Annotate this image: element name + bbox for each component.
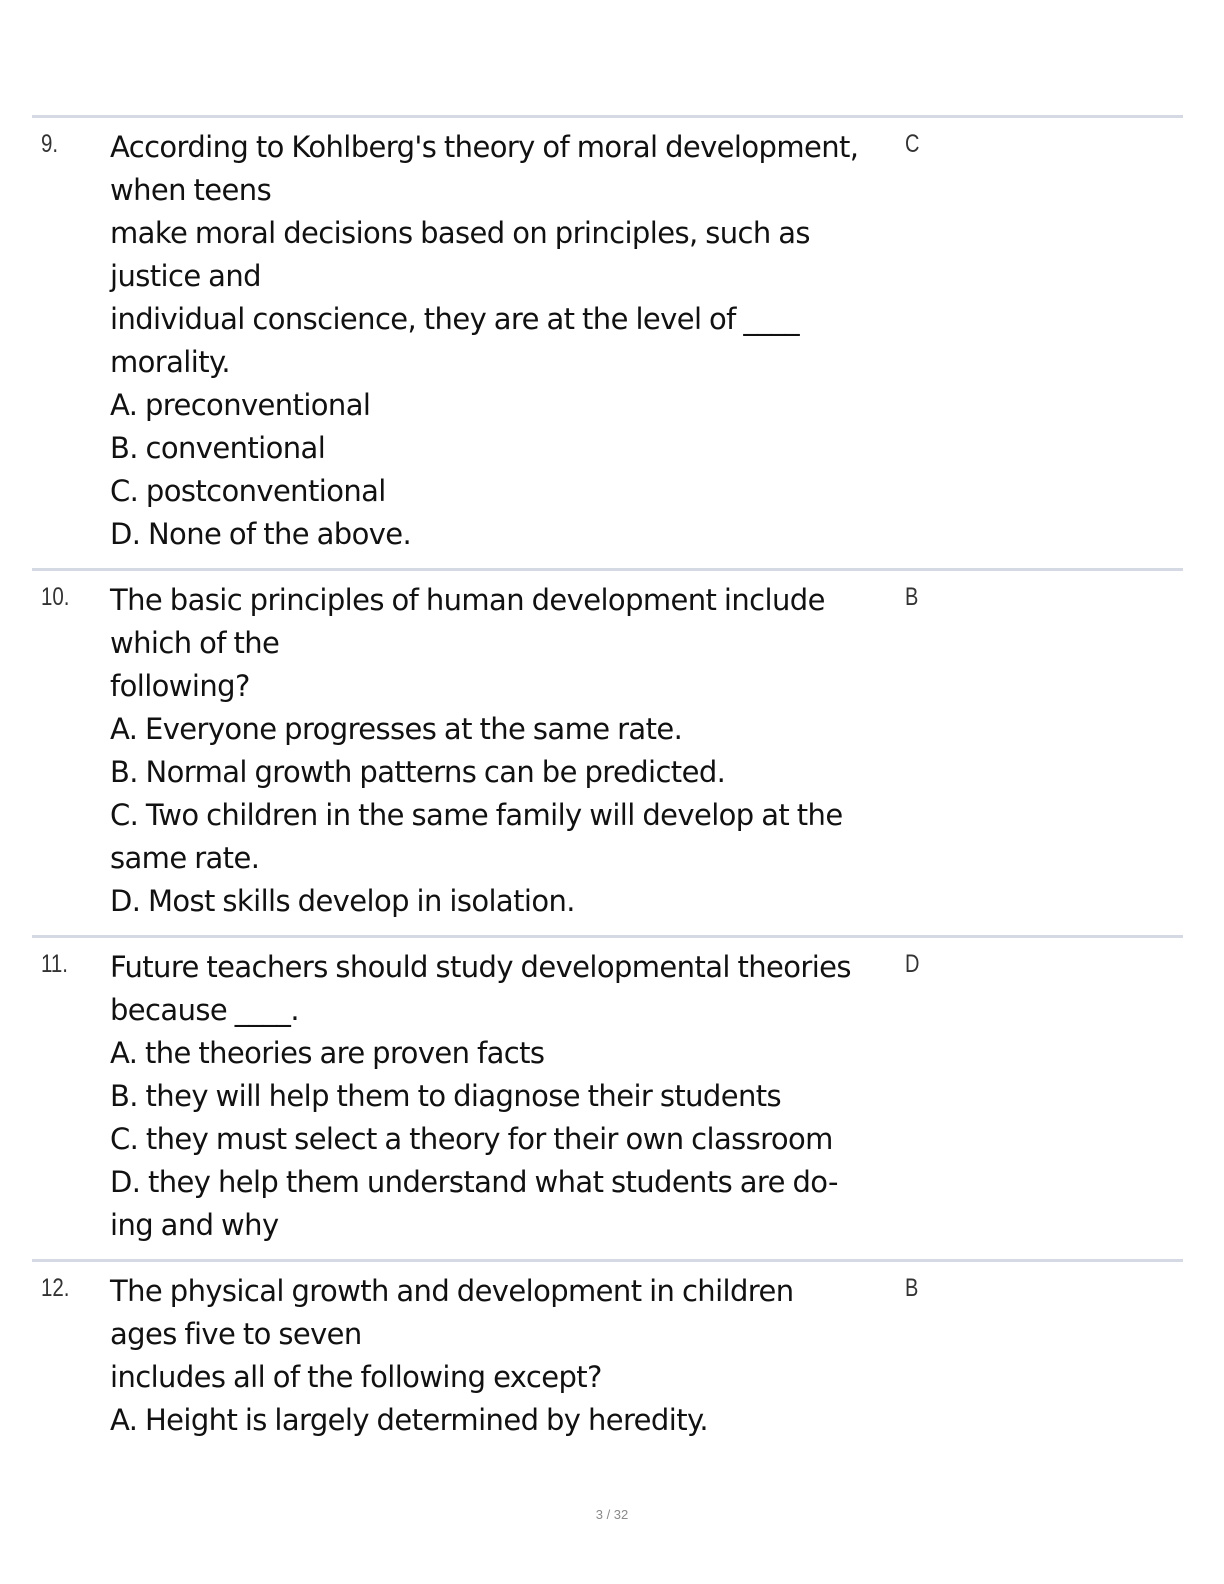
question-line: morality. [110,345,231,379]
question-line: According to Kohlberg's theory of moral development, [110,130,859,164]
option-line: A. the theories are proven facts [110,1036,545,1070]
option-line: D. they help them understand what students are do- [110,1165,838,1199]
question-line: justice and [110,259,261,293]
question-card-10 [32,571,1183,935]
question-line: make moral decisions based on principles, such as [110,216,810,250]
option-line: A. Height is largely determined by heredity. [110,1403,709,1437]
option-line: B. they will help them to diagnose their students [110,1079,782,1113]
question-number: 12. [41,1274,70,1302]
answer-key: D [905,950,920,978]
question-card-12 [32,1262,1183,1454]
question-text [110,579,910,923]
option-line: D. None of the above. [110,517,412,551]
answer-key: B [905,583,919,611]
option-line: same rate. [110,841,260,875]
question-line: which of the [110,626,280,660]
question-text [110,126,910,556]
question-line: The basic principles of human development include [110,583,825,617]
question-line: when teens [110,173,272,207]
option-line: D. Most skills develop in isolation. [110,884,575,918]
option-line: A. Everyone progresses at the same rate. [110,712,683,746]
question-line: ages five to seven [110,1317,362,1351]
question-line: includes all of the following except? [110,1360,602,1394]
question-text [110,946,910,1247]
option-line: A. preconventional [110,388,371,422]
question-number: 10. [41,583,70,611]
question-line: individual conscience, they are at the level of ____ [110,302,799,336]
question-line: Future teachers should study developmental theories [110,950,851,984]
option-line: B. conventional [110,431,326,465]
question-line: because ____. [110,993,299,1027]
option-line: B. Normal growth patterns can be predicted. [110,755,726,789]
option-line: C. Two children in the same family will develop at the [110,798,843,832]
question-number: 11. [41,950,68,978]
question-text [110,1270,910,1442]
question-line: following? [110,669,250,703]
option-line: ing and why [110,1208,279,1242]
answer-key: C [905,130,920,158]
page-indicator: 3 / 32 [595,1507,629,1522]
flashcard-list [32,115,1183,1454]
question-line: The physical growth and development in children [110,1274,794,1308]
option-line: C. postconventional [110,474,386,508]
question-card-11 [32,938,1183,1259]
option-line: C. they must select a theory for their own classroom [110,1122,833,1156]
question-card-9 [32,118,1183,568]
answer-key: B [905,1274,919,1302]
question-number: 9. [41,130,59,158]
